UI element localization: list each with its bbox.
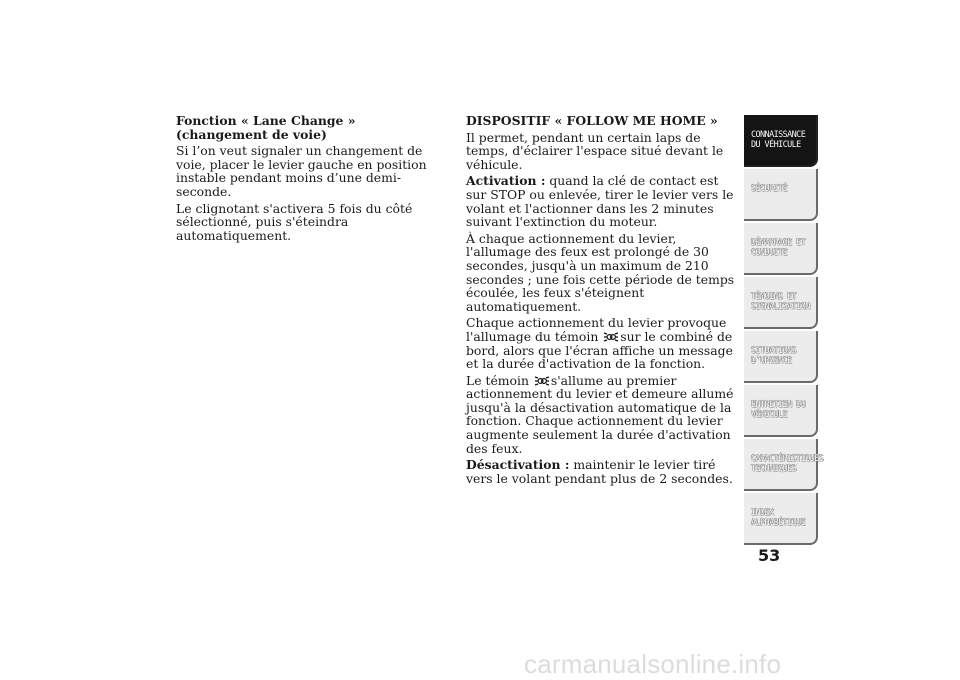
right-column (466, 114, 738, 488)
chapter-tabs (744, 115, 824, 547)
paragraph-activation (466, 174, 738, 228)
paragraph: À chaque actionnement du levier, l'allumage des feux est prolongé de 30 secondes, jusqu'à un maximum de 210 secondes ; une fois cette période de temps écoulée, les feux s'éteignent automatiquement. (466, 230, 735, 314)
tab-situations-urgence[interactable]: SITUATIONS D’URGENCE (744, 331, 818, 383)
tab-connaissance-du-vehicule[interactable]: CONNAISSANCE DU VÉHICULE (744, 115, 818, 167)
text-span: sur le combiné de bord, alors que l'écran affiche un message et la durée d'activation de la fonction. (466, 328, 733, 372)
left-column (176, 114, 448, 245)
paragraph: Si l’on veut signaler un changement de voie, placer le levier gauche en position instable pendant moins d’une demi-seconde. (176, 143, 427, 199)
text-span: Le témoin (466, 372, 533, 388)
headlamp-icon (534, 375, 550, 387)
watermark: carmanualsonline.info (524, 649, 782, 679)
headlamp-icon (603, 331, 619, 343)
tab-demarrage-et-conduite[interactable]: DÉMARRAGE ET CONDUITE (744, 223, 818, 275)
activation-text: quand la clé de contact est sur STOP ou enlevée, tirer le levier vers le volant et l'actionner dans les 2 minutes suivant l'extinction du moteur. (466, 173, 734, 230)
text-span: s'allume au premier actionnement du levier et demeure allumé jusqu'à la désactivation automatique de la fonction. Chaque actionnement du levier augmente seulement la durée d'activation des feux. (466, 372, 734, 456)
tab-entretien-du-vehicule[interactable]: ENTRETIEN DU VÉHICULE (744, 385, 818, 437)
section-heading-lane-change: Fonction « Lane Change » (changement de voie) (176, 113, 356, 142)
paragraph: Le clignotant s'activera 5 fois du côté sélectionné, puis s'éteindra automatiquement. (176, 200, 413, 243)
paragraph (466, 316, 738, 370)
deactivation-label: Désactivation : (466, 457, 570, 473)
activation-label: Activation : (466, 173, 546, 189)
tab-caracteristiques-techniques[interactable]: CARACTÉRISTIQUES TECHNIQUES (744, 439, 818, 491)
deactivation-text: maintenir le levier tiré vers le volant pendant plus de 2 secondes. (466, 457, 733, 486)
tab-securite[interactable]: SÉCURITÉ (744, 169, 818, 221)
paragraph (466, 374, 738, 456)
text-span: Chaque actionnement du levier provoque l'allumage du témoin (466, 315, 727, 344)
tab-temoins-et-signalisation[interactable]: TÉMOINS ET SIGNALISATION (744, 277, 818, 329)
section-heading-follow-me-home: DISPOSITIF « FOLLOW ME HOME » (466, 113, 718, 128)
paragraph: Il permet, pendant un certain laps de temps, d'éclairer l'espace situé devant le véhicule. (466, 129, 724, 172)
paragraph-deactivation (466, 458, 738, 485)
page-number: 53 (758, 546, 781, 565)
tab-index-alphabetique[interactable]: INDEX ALPHABÉTIQUE (744, 493, 818, 545)
